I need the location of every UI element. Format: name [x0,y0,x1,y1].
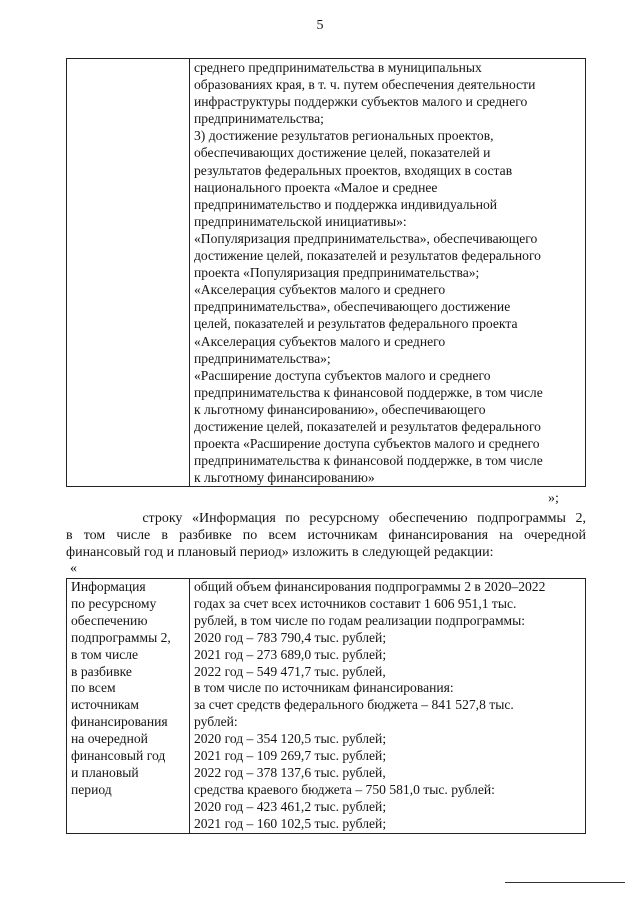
paragraph-line: в том числе в разбивке по всем источникам финансирования на очередной [66,528,586,543]
funding-text-line: 2021 год – 160 102,5 тыс. рублей; [194,815,387,831]
funding-text-line: общий объем финансирования подпрограммы 2 в 2020–2022 [194,579,546,594]
label-line: по ресурсному [71,595,157,611]
label-line: и плановый [71,764,139,780]
label-line: подпрограммы 2, [71,629,171,645]
table-text-line: обеспечивающих достижение целей, показателей и [194,145,491,161]
funding-text-line: 2020 год – 783 790,4 тыс. рублей; [194,629,387,645]
table-left-cell-empty [67,59,190,487]
funding-text-line: 2021 год – 109 269,7 тыс. рублей; [194,748,387,764]
label-line: источникам [71,697,139,713]
table-text-line: «Акселерация субъектов малого и среднего [194,282,446,298]
table-text-line: предпринимательской инициативы»: [194,213,407,229]
table-text-line: предпринимательства к финансовой поддержке, в том числе [194,384,543,400]
table-text-line: образованиях края, в т. ч. путем обеспечения деятельности [194,77,536,93]
funding-text-line: рублей, в том числе по годам реализации подпрограммы: [194,612,526,628]
table-text-line: достижение целей, показателей и результатов федерального [194,248,541,264]
label-line: по всем [71,680,116,696]
table-text-line: проекта «Расширение доступа субъектов малого и среднего [194,436,540,452]
table-row [67,579,586,834]
table-text-line: к льготному финансированию» [194,470,375,486]
funding-text-line: средства краевого бюджета – 750 581,0 тыс. рублей: [194,781,495,797]
funding-text-line: в том числе по источникам финансирования: [194,680,454,696]
label-line: финансирования [71,714,168,730]
table-text-line: инфраструктуры поддержки субъектов малого и среднего [194,94,528,110]
funding-info-label-cell [67,579,190,834]
funding-text-line: 2022 год – 549 471,7 тыс. рублей, [194,663,386,679]
opening-quote-mark: « [70,561,77,576]
table-text-line: среднего предпринимательства в муниципальных [194,60,482,75]
paragraph-line: финансовый год и плановый период» изложить в следующей редакции: [66,545,494,560]
closing-quote-mark: »; [548,491,559,506]
label-line: Информация [71,579,146,594]
label-line: период [71,781,112,797]
page-number: 5 [316,18,324,33]
funding-text-line: 2020 год – 423 461,2 тыс. рублей; [194,798,387,814]
table-text-line: предпринимательства»; [194,350,331,366]
label-line: обеспечению [71,612,148,628]
funding-text-line: рублей: [194,714,238,730]
paragraph-line: строку «Информация по ресурсному обеспечению подпрограммы 2, [66,511,586,526]
table-text-line: предпринимательства; [194,111,324,127]
label-line: финансовый год [71,748,166,764]
table-text-line: предпринимательство и поддержка индивидуальной [194,196,498,212]
table-text-line: к льготному финансированию», обеспечивающего [194,401,486,417]
table-right-cell [190,59,586,487]
funding-info-value-cell [190,579,586,834]
funding-text-line: годах за счет всех источников составит 1 606 951,1 тыс. [194,595,517,611]
table-text-line: «Популяризация предпринимательства», обеспечивающего [194,230,538,246]
table-text-line: «Расширение доступа субъектов малого и среднего [194,367,491,383]
table-row [67,59,586,487]
funding-text-line: 2020 год – 354 120,5 тыс. рублей; [194,731,387,747]
table-text-line: предпринимательства», обеспечивающего достижение [194,299,511,315]
funding-text-line: 2022 год – 378 137,6 тыс. рублей, [194,764,386,780]
funding-text-line: за счет средств федерального бюджета – 841 527,8 тыс. [194,697,514,713]
table-text-line: предпринимательства к финансовой поддержке, в том числе [194,453,543,469]
table-text-line: результатов федеральных проектов, входящих в состав [194,162,513,178]
funding-info-table [66,578,586,834]
table-text-line: целей, показателей и результатов федерального проекта [194,316,518,332]
label-line: на очередной [71,731,148,747]
footer-rule [505,882,625,883]
label-line: в разбивке [71,663,132,679]
table-text-line: достижение целей, показателей и результатов федерального [194,418,541,434]
funding-text-line: 2021 год – 273 689,0 тыс. рублей; [194,646,387,662]
table-text-line: «Акселерация субъектов малого и среднего [194,333,446,349]
table-text-line: 3) достижение результатов региональных проектов, [194,128,494,144]
table-text-line: проекта «Популяризация предпринимательства»; [194,265,480,281]
label-line: в том числе [71,646,139,662]
program-table-continuation [66,58,586,487]
table-text-line: национального проекта «Малое и среднее [194,179,438,195]
amendment-paragraph [66,510,586,561]
